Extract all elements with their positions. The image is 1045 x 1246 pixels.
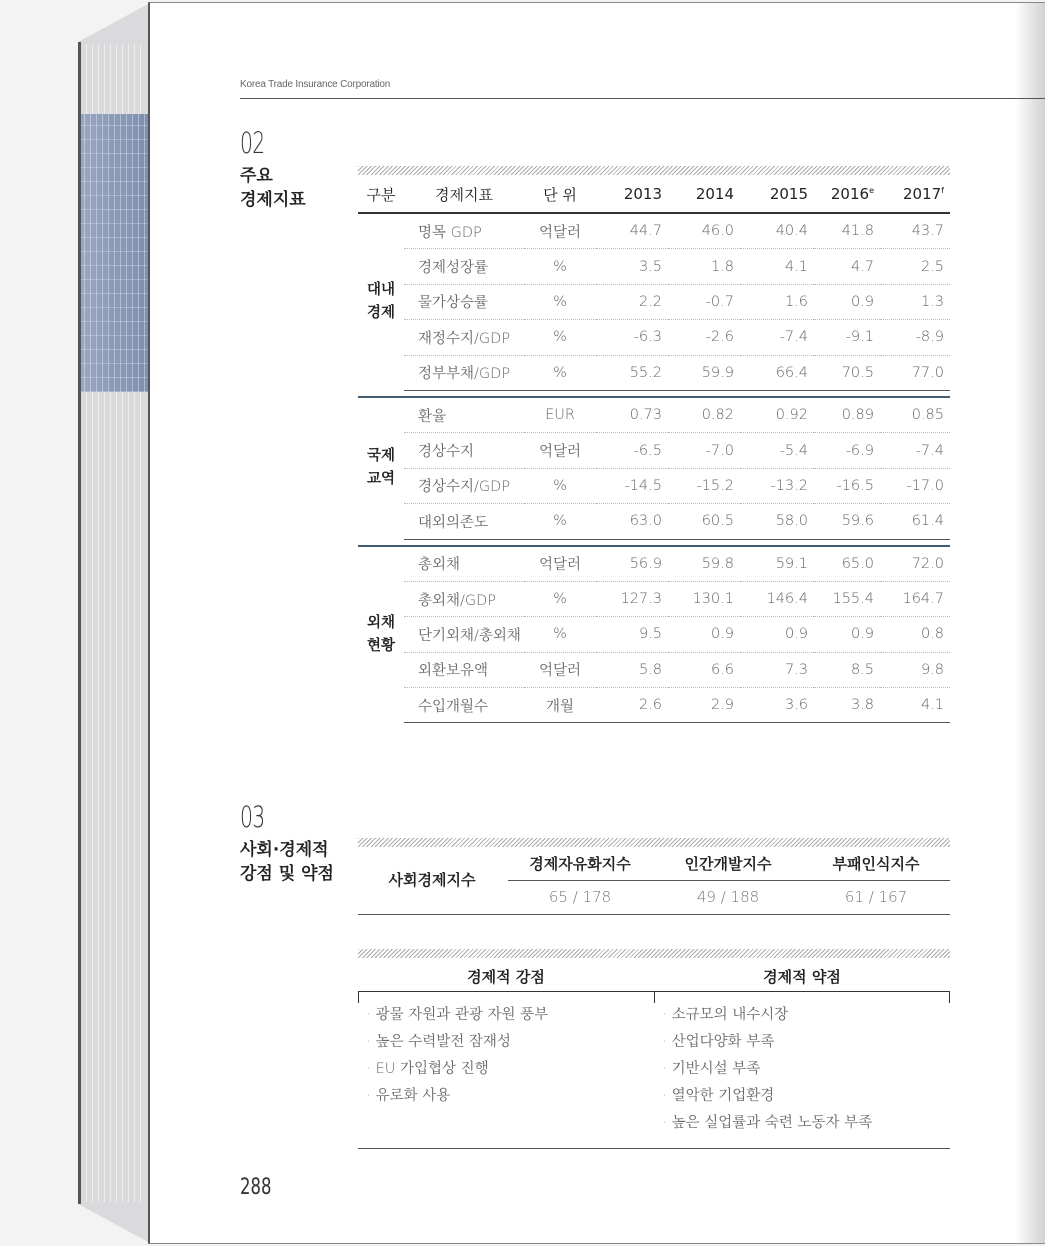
value-cell: -7.4 [740,320,814,355]
header-2016 [814,176,880,213]
value-cell: -6.9 [814,433,880,468]
sw-tick-left [358,991,359,1003]
value-cell: 9.8 [880,652,950,687]
value-cell: 66.4 [740,355,814,390]
index-header-economic-freedom: 경제자유화지수 [529,855,631,873]
unit-cell: 억달러 [524,652,596,687]
value-cell: 0.8 [880,617,950,652]
group-label-line: 현황 [366,637,395,654]
table-row [358,213,950,249]
header-2016-sup: e [869,186,874,195]
list-item: · EU 가입협상 진행 [366,1056,548,1083]
sw-tick-mid [654,991,655,1003]
group-label-line: 경제 [366,305,395,322]
value-cell: 1.3 [880,284,950,319]
value-cell: 1.6 [740,284,814,319]
indicator-cell: 총외채/GDP [404,581,524,616]
group-label-line: 외채 [366,614,395,631]
list-item: · 높은 실업률과 숙련 노동자 부족 [662,1110,872,1137]
value-cell: 59.1 [740,546,814,582]
value-cell: -14.5 [596,468,668,503]
book-cover-edge [78,42,81,1204]
index-value-human-development: 49 / 188 [696,888,760,906]
list-item: · 광물 자원과 관광 자원 풍부 [366,1002,548,1029]
value-cell: -6.3 [596,320,668,355]
value-cell: 40.4 [740,213,814,249]
table-row [358,284,950,319]
value-cell: -2.6 [668,320,740,355]
index-header-corruption-perception: 부패인식지수 [832,855,920,873]
value-cell: 44.7 [596,213,668,249]
running-head: Korea Trade Insurance Corporation [240,79,391,90]
group-label-line: 국제 [366,448,395,465]
value-cell: 56.9 [596,546,668,582]
book-fore-edge [78,4,148,1242]
value-cell: 0.9 [814,617,880,652]
hatch-bar [358,838,950,847]
value-cell: 3.6 [740,688,814,723]
indicator-cell: 경제성장률 [404,249,524,284]
value-cell: 146.4 [740,581,814,616]
value-cell: 0.73 [596,397,668,433]
indicator-cell: 수입개월수 [404,688,524,723]
indicator-cell: 물가상승률 [404,284,524,319]
indicator-cell: 환율 [404,397,524,433]
indicator-cell: 외환보유액 [404,652,524,687]
table-row [358,320,950,355]
value-cell: -17.0 [880,468,950,503]
unit-cell: EUR [524,397,596,433]
value-cell: 4.1 [740,249,814,284]
list-item: · 높은 수력발전 잠재성 [366,1029,548,1056]
table-row [358,355,950,390]
value-cell: 3.8 [814,688,880,723]
list-item: · 기반시설 부족 [662,1056,872,1083]
value-cell: 130.1 [668,581,740,616]
header-indicator: 경제지표 [404,176,524,213]
unit-cell: % [524,249,596,284]
value-cell: 0.9 [814,284,880,319]
value-cell: 0.85 [880,397,950,433]
value-cell: 6.6 [668,652,740,687]
economic-indicators-table [358,176,950,723]
table-row [358,652,950,687]
group-label-line: 대내 [366,282,395,299]
value-cell: -6.5 [596,433,668,468]
value-cell: -16.5 [814,468,880,503]
header-unit: 단 위 [524,176,596,213]
value-cell: -5.4 [740,433,814,468]
section-title-02 [240,164,306,212]
value-cell: 46.0 [668,213,740,249]
section-title-line2: 강점 및 약점 [240,864,334,884]
value-cell: 2.6 [596,688,668,723]
index-value-economic-freedom: 65 / 178 [548,888,612,906]
table-row [358,581,950,616]
header-rule [240,98,1045,99]
indicator-cell: 명목 GDP [404,213,524,249]
value-cell: 61.4 [880,504,950,539]
header-group: 구분 [358,176,404,213]
index-header-human-development: 인간개발지수 [684,855,772,873]
index-value-corruption-perception: 61 / 167 [844,888,908,906]
value-cell: 127.3 [596,581,668,616]
table-body [358,213,950,723]
sw-tick-right [949,991,950,1003]
value-cell: 2.2 [596,284,668,319]
header-2017-year: 2017 [902,185,942,203]
unit-cell: % [524,355,596,390]
table-row [358,468,950,503]
table-row [358,249,950,284]
unit-cell: % [524,504,596,539]
section-title-line1: 사회·경제적 [240,840,329,860]
table-header-row [358,176,950,213]
value-cell: 60.5 [668,504,740,539]
section-tab-band [78,114,148,392]
weaknesses-header: 경제적 약점 [763,968,841,986]
value-cell: 43.7 [880,213,950,249]
unit-cell: % [524,617,596,652]
header-2016-year: 2016 [830,185,870,203]
unit-cell: % [524,468,596,503]
value-cell: -9.1 [814,320,880,355]
group-label [358,546,404,723]
section-title-line2: 경제지표 [240,190,306,210]
value-cell: 0.89 [814,397,880,433]
index-mid-rule [508,880,950,881]
section-number-03: 03 [240,800,265,834]
value-cell: 2.9 [668,688,740,723]
value-cell: 55.2 [596,355,668,390]
value-cell: 5.8 [596,652,668,687]
value-cell: -15.2 [668,468,740,503]
page-gutter-shade [1015,3,1045,1243]
unit-cell: 개월 [524,688,596,723]
value-cell: 59.8 [668,546,740,582]
group-label-line: 교역 [366,471,395,488]
indicator-cell: 경상수지/GDP [404,468,524,503]
indicator-cell: 단기외채/총외채 [404,617,524,652]
value-cell: -0.7 [668,284,740,319]
group-label [358,397,404,539]
section-title-03 [240,838,334,886]
value-cell: 63.0 [596,504,668,539]
indicator-cell: 재정수지/GDP [404,320,524,355]
value-cell: 0.92 [740,397,814,433]
unit-cell: % [524,284,596,319]
value-cell: 3.5 [596,249,668,284]
value-cell: 164.7 [880,581,950,616]
header-2015: 2015 [740,176,814,213]
section-number-02: 02 [240,126,265,160]
unit-cell: 억달러 [524,213,596,249]
value-cell: 41.8 [814,213,880,249]
page-number: 288 [240,1175,272,1200]
strengths-header: 경제적 강점 [467,968,545,986]
table-row [358,397,950,433]
strengths-weaknesses-box [358,960,950,1149]
indicator-cell: 대외의존도 [404,504,524,539]
header-2014: 2014 [668,176,740,213]
table-row [358,504,950,539]
value-cell: -8.9 [880,320,950,355]
table-row [358,688,950,723]
value-cell: 59.9 [668,355,740,390]
value-cell: -7.0 [668,433,740,468]
value-cell: 4.7 [814,249,880,284]
value-cell: 77.0 [880,355,950,390]
indicator-cell: 총외채 [404,546,524,582]
list-item: · 산업다양화 부족 [662,1029,872,1056]
value-cell: 9.5 [596,617,668,652]
indicator-cell: 경상수지 [404,433,524,468]
socioeconomic-index-table [358,849,950,915]
value-cell: 8.5 [814,652,880,687]
value-cell: 0.82 [668,397,740,433]
list-item: · 유로화 사용 [366,1083,548,1110]
hatch-bar [358,949,950,958]
value-cell: 155.4 [814,581,880,616]
value-cell: -13.2 [740,468,814,503]
unit-cell: % [524,581,596,616]
header-2017-sup: f [941,186,944,195]
value-cell: 1.8 [668,249,740,284]
list-item: · 소규모의 내수시장 [662,1002,872,1029]
header-2017 [880,176,950,213]
weaknesses-list [662,1002,872,1137]
list-item: · 열악한 기업환경 [662,1083,872,1110]
value-cell: -7.4 [880,433,950,468]
value-cell: 7.3 [740,652,814,687]
table-row [358,433,950,468]
value-cell: 72.0 [880,546,950,582]
strengths-list [366,1002,548,1110]
index-label: 사회경제지수 [388,871,476,889]
value-cell: 0.9 [668,617,740,652]
value-cell: 70.5 [814,355,880,390]
value-cell: 4.1 [880,688,950,723]
value-cell: 58.0 [740,504,814,539]
hatch-bar [358,166,950,175]
value-cell: 2.5 [880,249,950,284]
unit-cell: % [524,320,596,355]
value-cell: 0.9 [740,617,814,652]
header-2013: 2013 [596,176,668,213]
section-title-line1: 주요 [240,166,273,186]
unit-cell: 억달러 [524,433,596,468]
value-cell: 59.6 [814,504,880,539]
indicator-cell: 정부부채/GDP [404,355,524,390]
unit-cell: 억달러 [524,546,596,582]
table-row [358,617,950,652]
value-cell: 65.0 [814,546,880,582]
group-label [358,213,404,390]
table-row [358,546,950,582]
